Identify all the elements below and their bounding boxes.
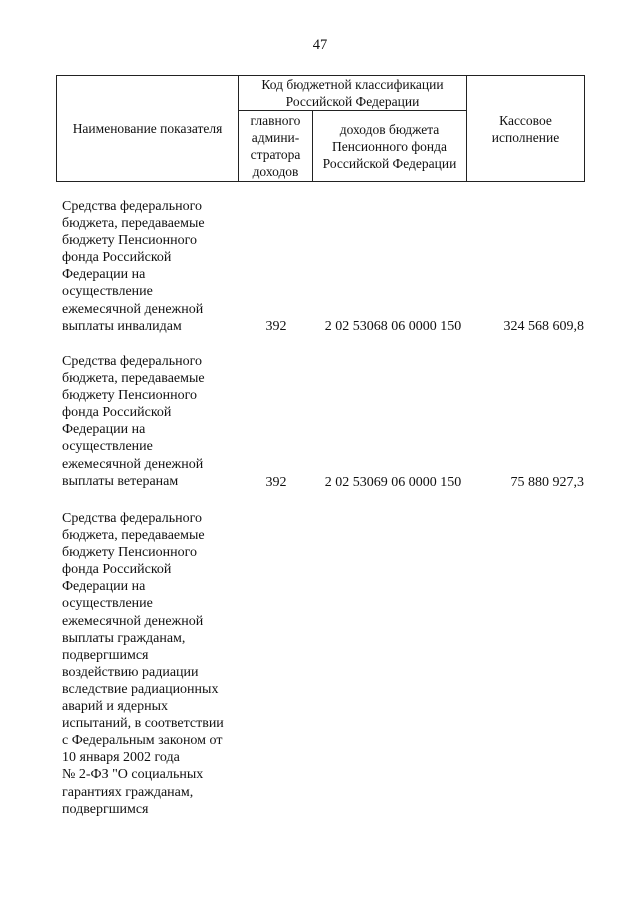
header-admin-column: главного админи-стратора доходов: [239, 111, 313, 182]
table-header: [56, 75, 585, 182]
table-row-name: Средства федерального бюджета, передаваемые бюджету Пенсионного фонда Российской Федерации на осуществление ежемесячной денежной выплаты гражданам, подвергшимся воздействию радиации вследствие радиационных аварий и ядерных испытаний, в соответствии с Федеральным законом от 10 января 2002 года № 2-ФЗ "О социальных гарантиях гражданам, подвергшимся: [62, 511, 224, 817]
page-number: 47: [312, 37, 328, 53]
header-name-column: Наименование показателя: [57, 76, 239, 182]
table-row-amount: 324 568 609,8: [503, 319, 584, 334]
header-execution-column: Кассовое исполнение: [467, 76, 585, 182]
table-row-revenue-code: 2 02 53068 06 0000 150: [324, 319, 462, 334]
table-row-amount: 75 880 927,3: [510, 475, 584, 490]
table-row-admin-code: 392: [265, 475, 287, 490]
header-revenue-code-column: доходов бюджета Пенсионного фонда Российской Федерации: [313, 111, 467, 182]
table-row-admin-code: 392: [265, 319, 287, 334]
table-row-name: Средства федерального бюджета, передаваемые бюджету Пенсионного фонда Российской Федерации на осуществление ежемесячной денежной выплаты ветеранам: [62, 354, 205, 489]
table-row-name: Средства федерального бюджета, передаваемые бюджету Пенсионного фонда Российской Федерации на осуществление ежемесячной денежной выплаты инвалидам: [62, 199, 205, 334]
header-budget-code-group: Код бюджетной классификации Российской Федерации: [239, 76, 467, 111]
table-row-revenue-code: 2 02 53069 06 0000 150: [324, 475, 462, 490]
